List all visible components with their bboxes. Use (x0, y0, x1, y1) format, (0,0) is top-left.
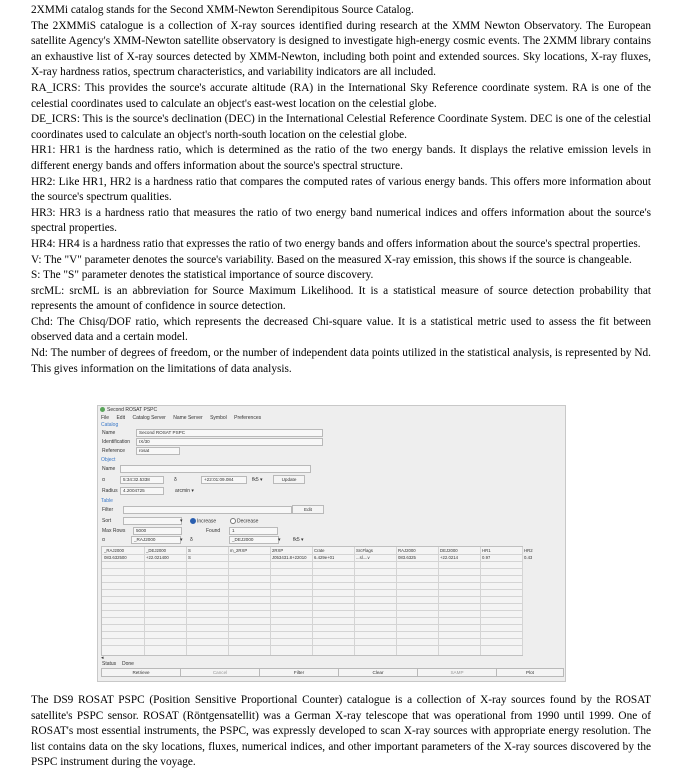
samp-button[interactable]: SAMP (417, 668, 497, 677)
cell-raj2000-derived: 083.632500 (104, 555, 127, 560)
cancel-button[interactable]: Cancel (180, 668, 260, 677)
radio-unselected-icon (230, 518, 236, 524)
table-section-label: Table (101, 498, 113, 504)
table-column-divider (228, 547, 229, 655)
delta-field[interactable]: +22:01:09.084 (201, 476, 247, 484)
radius-field[interactable]: 4.2004725 (120, 487, 164, 495)
filter-button[interactable]: Filter (259, 668, 339, 677)
status-value: Done (122, 661, 134, 667)
results-table[interactable] (101, 546, 533, 656)
dec-column-select[interactable]: _DEJ2000 (229, 536, 279, 544)
max-rows-field[interactable]: 5000 (133, 527, 182, 535)
col-dej2000[interactable]: DEJ2000 (440, 548, 458, 553)
table-column-divider (354, 547, 355, 655)
cell-srcflags: ...sl....v (356, 555, 370, 560)
menu-file[interactable]: File (101, 415, 110, 421)
table-column-divider (522, 547, 523, 655)
object-name-field[interactable] (120, 465, 311, 473)
coord-system-select-2[interactable]: fk5 ▾ (293, 537, 304, 543)
col-dej2000-derived[interactable]: _DEJ2000 (146, 548, 167, 553)
cell-2rxp: J053431.8+22010 (272, 555, 307, 560)
table-column-divider (396, 547, 397, 655)
menu-symbol[interactable]: Symbol (210, 415, 227, 421)
ds9-catalog-window (97, 405, 566, 682)
catalog-name-label: Name (102, 430, 116, 436)
paragraph-s: S: The "S" parameter denotes the statistical importance of source discovery. (31, 269, 374, 282)
cell-s: S (188, 555, 191, 560)
object-section-label: Object (101, 457, 116, 463)
cell-hr2: 0.43 (524, 555, 533, 560)
col-hr1[interactable]: HR1 (482, 548, 491, 553)
col-m-2rxp[interactable]: m_2RXP (230, 548, 248, 553)
catalog-section-label: Catalog (101, 422, 119, 428)
max-rows-label: Max Rows (102, 528, 126, 534)
paragraph-hr4: HR4: HR4 is a hardness ratio that expresses the ratio of two energy bands and offers information about the source's spectral properties. (31, 237, 641, 250)
table-column-divider (438, 547, 439, 655)
menu-name-server[interactable]: Name Server (173, 415, 203, 421)
cell-crate: 6.429e+01 (314, 555, 335, 560)
col-raj2000[interactable]: RAJ2000 (398, 548, 416, 553)
catalog-name-field[interactable]: Second ROSAT PSPC (136, 429, 323, 437)
paragraph-2xmmis: The 2XMMiS catalogue is a collection of X-ray sources identified during research at the XMM Newton Observatory. The European satellite Agency's XMM-Newton satellite observatory is designed to investigate high-energy cosmic events. The 2XMM library contains an exhaustive list of X-ray sources detected by XMM-Newton, including both point and extended sources. Sky locations, X-ray fluxes, X-ray hardness ratios, spectrum characteristics, and variability indicators are all included. (31, 19, 651, 79)
clear-button[interactable]: Clear (338, 668, 418, 677)
identification-field[interactable]: IX/30 (136, 438, 323, 446)
cell-dej2000-derived: +22.021400 (146, 555, 169, 560)
sort-decrease-radio[interactable] (230, 518, 258, 524)
table-column-divider (144, 547, 145, 655)
ra-column-select[interactable]: _RAJ2000 (131, 536, 181, 544)
paragraph-2xmmi: 2XMMi catalog stands for the Second XMM-Newton Serendipitous Source Catalog. (31, 4, 414, 16)
edit-filter-button[interactable]: Edit (292, 505, 324, 514)
delta-symbol: δ (174, 477, 177, 483)
filter-label: Filter (102, 507, 114, 513)
delta-symbol-2: δ (190, 537, 193, 543)
table-column-divider (186, 547, 187, 655)
paragraph-nd: Nd: The number of degrees of freedom, or the number of independent data points utilized in the statistical analysis, is represented by Nd. This gives information on the limitations of data analysis. (31, 347, 651, 375)
reference-label: Reference (102, 448, 126, 454)
col-hr2[interactable]: HR2 (524, 548, 533, 553)
sort-field[interactable] (123, 517, 182, 525)
col-srcflags[interactable]: SrcFlags (356, 548, 373, 553)
paragraph-hr2: HR2: Like HR1, HR2 is a hardness ratio that compares the computed rates of various energy bands. This offers more information about the source's spectrum qualities. (31, 175, 651, 204)
status-label: Status (102, 661, 117, 667)
paragraph-srcml: srcML: srcML is an abbreviation for Source Maximum Likelihood. It is a statistical measure of source detection probability that represents the amount of confidence in source detection. (31, 284, 651, 313)
plot-button[interactable]: Plot (496, 668, 564, 677)
retrieve-button[interactable]: Retrieve (101, 668, 181, 677)
sort-label: Sort (102, 518, 112, 524)
paragraph-hr3: HR3: HR3 is a hardness ratio that measures the ratio of two energy band numerical indices and offers information about the source's spectral properties. (31, 206, 651, 235)
window-titlebar (100, 406, 157, 414)
menu-bar (101, 415, 267, 421)
paragraph-ra-icrs: RA_ICRS: This provides the source's accurate altitude (RA) in the International Sky Reference coordinate system. RA is one of the celestial coordinates used to calculate an object's east-west location on the celestial globe. (31, 81, 651, 110)
paragraph-chd: Chd: The Chisq/DOF ratio, which represents the decreased Chi-square value. It is a statistical metric used to assess the fit between observed data and a certain model. (31, 315, 651, 344)
identification-label: Identification (102, 439, 131, 445)
col-s[interactable]: S (188, 548, 191, 553)
radius-unit-select[interactable]: arcmin ▾ (175, 488, 194, 494)
action-button-row (98, 668, 565, 678)
table-column-divider (480, 547, 481, 655)
update-button[interactable]: Update (273, 475, 305, 484)
alpha-symbol-2: α (102, 537, 105, 543)
found-field: 1 (229, 527, 278, 535)
ra-dropdown-arrow[interactable]: ▾ (180, 537, 183, 543)
reference-field[interactable]: rosat (136, 447, 180, 455)
paragraph-v: V: The "V" parameter denotes the source's variability. Based on the measured X-ray emission, this shows if the source is changeable. (31, 253, 632, 266)
paragraph-hr1: HR1: HR1 is the hardness ratio, which is determined as the ratio of the two energy bands. It displays the relative emission levels in different energy bands and offers information about the source's spectral structure. (31, 144, 651, 172)
alpha-symbol: α (102, 477, 105, 483)
found-label: Found (206, 528, 221, 534)
document-text (31, 3, 651, 377)
sort-increase-radio[interactable] (190, 518, 216, 524)
filter-field[interactable] (123, 506, 292, 514)
col-2rxp[interactable]: 2RXP (272, 548, 284, 553)
cell-dej2000: +22.0214 (440, 555, 459, 560)
window-title: Second ROSAT PSPC (107, 407, 158, 413)
horizontal-scroll-arrow[interactable]: ◂ (101, 655, 104, 661)
col-crate[interactable]: Crate (314, 548, 325, 553)
rosat-description: The DS9 ROSAT PSPC (Position Sensitive Proportional Counter) catalogue is a collection of X-ray sources found by the ROSAT satellite's PSPC sensor. ROSAT (Röntgensatellit) was a German X-ray telescope that was operational from 1990 until 1999. One of ROSAT's most essential instruments, the PSPC, was expressly developed to scan X-ray sources with appropriate energy resolution. The list contains data on the sky locations, fluxes, numerical indices, and other important parameters of the X-ray sources discovered by the PSPC instrument during the voyage. (31, 694, 651, 769)
table-column-divider (270, 547, 271, 655)
menu-catalog-server[interactable]: Catalog Server (132, 415, 166, 421)
col-raj2000-derived[interactable]: _RAJ2000 (104, 548, 125, 553)
cell-hr1: 0.97 (482, 555, 491, 560)
paragraph-de-icrs: DE_ICRS: This is the source's declination (DEC) in the International Celestial Reference Coordinate System. DEC is one of the celestial coordinates used to calculate an object's north-south location on the celestial globe. (31, 113, 651, 141)
decrease-label: Decrease (237, 518, 259, 525)
dec-dropdown-arrow[interactable]: ▾ (278, 537, 281, 543)
table-column-divider (312, 547, 313, 655)
sort-dropdown-arrow[interactable]: ▾ (180, 518, 183, 524)
alpha-field[interactable]: 5:34:32.5338 (120, 476, 164, 484)
menu-preferences[interactable]: Preferences (234, 415, 262, 421)
radio-selected-icon (190, 518, 196, 524)
app-icon (100, 407, 105, 412)
menu-edit[interactable]: Edit (116, 415, 126, 421)
coord-system-select[interactable]: fk5 ▾ (252, 477, 263, 483)
cell-raj2000: 083.6325 (398, 555, 416, 560)
object-name-label: Name (102, 466, 116, 472)
radius-label: Radius (102, 488, 118, 494)
increase-label: Increase (197, 518, 217, 525)
